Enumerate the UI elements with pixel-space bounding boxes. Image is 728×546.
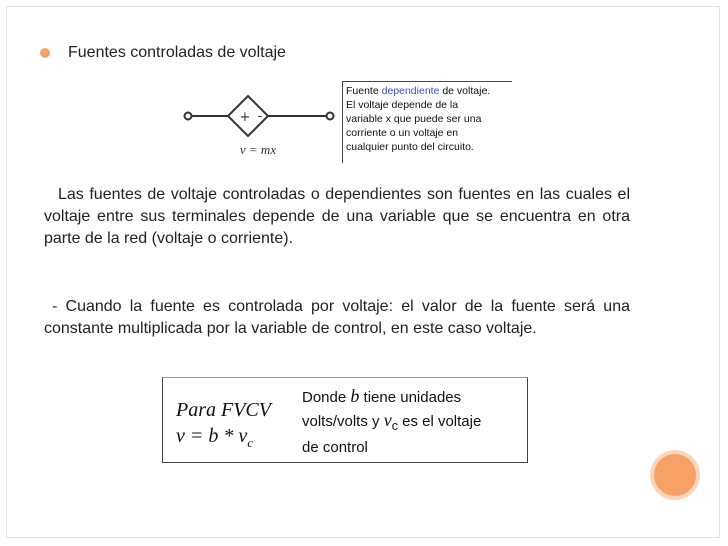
fvcv-explanation [302,385,481,459]
caption-line1-a: Fuente [346,85,382,97]
paragraph-voltage-controlled: - Cuando la fuente es controlada por voltaje: el valor de la fuente será una constante multiplicada por la variable de control, en este caso voltaje. [44,298,630,337]
plus-sign: + [239,110,251,125]
caption-line2: El voltaje depende de la [346,99,459,111]
figure1-caption [346,84,490,154]
formula-line1: Para FVCV [176,399,271,421]
terminal-right [327,113,334,120]
expl-l3: de control [302,439,368,456]
dependent-source-figure [168,80,512,163]
fvcv-formula [176,397,271,456]
expl-l2-b: es el voltaje [397,413,482,430]
fvcv-figure [162,377,528,463]
bullet-heading [38,44,286,62]
caption-line1-b: de voltaje. [439,85,491,97]
minus-sign: - [257,109,263,124]
bullet-text: Fuentes controladas de voltaje [68,44,286,61]
expl-l1-a: Donde [302,389,351,406]
expl-l1-b: tiene unidades [359,389,462,406]
expl-var-sub: c [391,419,398,433]
expl-l2-a: volts/volts y [302,413,384,430]
caption-highlight: dependiente [381,85,440,97]
dependent-source-symbol [168,80,348,163]
formula-line2: v = b * v [176,425,248,447]
decorative-circle-icon [650,450,700,500]
paragraph-definition: Las fuentes de voltaje controladas o dependientes son fuentes en las cuales el voltaje entre sus terminales depende de una variable que se encuentra en otra parte de la red (voltaje o corriente). [44,186,630,247]
caption-line4: corriente o un voltaje en [346,127,459,139]
bullet-dot-icon [40,48,50,58]
caption-line5: cualquier punto del circuito. [346,141,474,153]
expl-var-v: v [383,410,392,430]
formula-subscript: c [247,435,254,450]
expl-var-b: b [350,386,360,406]
caption-line3: variable x que puede ser una [346,113,482,125]
terminal-left [185,113,192,120]
source-formula: v = mx [239,142,277,157]
